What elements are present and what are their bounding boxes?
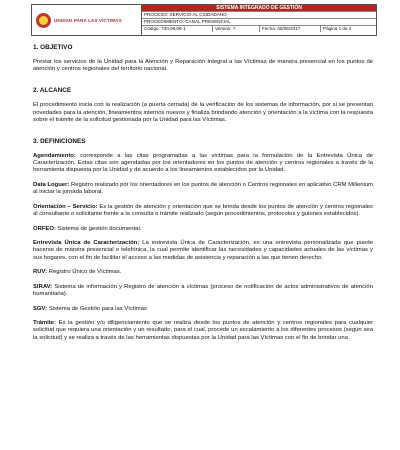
definition-sgv [33,306,373,313]
definition-term: Trámite: [33,320,56,327]
definition-agendamiento [33,153,373,175]
definition-entrevista [33,240,373,262]
version-label: Versión: 7 [213,26,260,32]
section-title-definiciones: 3. DEFINICIONES [33,138,86,146]
procedure-label: PROCEDIMIENTO: CANAL PRESENCIAL [142,18,376,25]
definition-data-loguer [33,182,373,196]
logo-cell [32,5,142,35]
definition-text: La entrevista Única de Caracterización, es una entrevista personalizada que puede hacerse de manera presencial o telefónica, la cual permite identificar las necesidades y capacidades actuales de las víctimas y sus hogares, con el fin de facilitar el acceso a las medidas de asistencia y reparación a las que tienen derecho. [33,240,373,261]
definition-text: Sistema de gestión documental. [55,225,142,232]
colombia-seal-icon [36,13,51,28]
definition-orientacion [33,204,373,218]
page-label: Página 1 de 4 [323,26,352,31]
definition-ruv [33,269,373,276]
section-title-objetivo: 1. OBJETIVO [33,44,73,51]
definition-sirav [33,284,373,298]
document-body [33,44,373,349]
definition-term: Agendamiento: [33,153,76,160]
code-label: Código: 740,08,06-1 [142,26,213,32]
alcance-text: El procedimiento inicia con la realización (a puerta cerrada) de la verificación de los sistemas de información, por si se presentan novedades para la atención, lineamientos internos nuevos y finaliza brindando atención y orientación a la víctima con la respuesta sobre el trámite de la solicitud gestionada por la Unidad para las Víctimas. [33,102,373,123]
definition-term: Entrevista Única de Caracterización: [33,240,140,247]
definition-term: RUV: [33,269,48,276]
header-info [142,5,376,35]
definition-text: Sistema de Gestión para las Víctimas [47,305,147,312]
definition-text: Es la gestión y/o diligenciamiento que se realiza desde los puntos de atención y centros regionales para cualquier solicitud que requiera una orientación y un resultado, para el cual, procede un escalamiento a los diferentes procesos (según sea la solicitud) y se realiza a través de las herramientas dispuestas por la Unidad para las Víctimas con el fin de brindar una [33,320,373,341]
date-label: Fecha: 05/06/2017 [260,26,321,32]
definition-text: Registro realizado por los orientadores en los puntos de atención o Centros regionales en aplicativo CRM Millenium al iniciar la jornada laboral. [33,182,374,196]
definition-term: ORFEO: [33,225,56,232]
definition-term: SIRAV: [33,283,53,290]
definition-text: Sistema de información y Registro de atención a víctimas (proceso de notificación de actos administrativos de atención humanitaria). [33,283,373,297]
section-title-alcance: 2. ALCANCE [33,87,72,95]
system-title: SISTEMA INTEGRADO DE GESTIÓN [142,5,376,11]
meta-row [142,25,376,32]
document-header [31,4,377,36]
definition-term: Data Loguer: [33,182,70,189]
definition-text: Registro Único de Víctimas. [47,269,122,276]
process-label: PROCESO: SERVICIO AL CIUDADANO [142,11,376,18]
definition-tramite [33,320,373,342]
definition-text: Es la gestión de atención y orientación que se brinda desde los puntos de atención y centros regionales al consultante o solicitante frente a la consulta o trámite realizado (según procedimientos, protocolos y guiones establecidos). [33,203,373,218]
definition-term: Orientación – Servicio: [33,203,98,210]
logo-text: UNIDAD PARA LAS VÍCTIMAS [54,17,122,23]
definition-term: SGV: [33,305,48,312]
definition-text: corresponde a las citas programadas a las víctimas para la formulación de la Entrevista Única de Caracterización. Estas citas son agendadas por los orientadores en los puntos de atención y centros regionales a través de la herramienta dispuesta por la Unidad y de acuerdo a los lineamientos establecidos por la Unidad. [33,153,373,174]
definition-orfeo [33,226,373,233]
objetivo-text: Prestar los servicios de la Unidad para la Atención y Reparación Integral a las Víctimas de manera presencial en los puntos de atención y centros regionales del territorio nacional. [33,59,373,73]
